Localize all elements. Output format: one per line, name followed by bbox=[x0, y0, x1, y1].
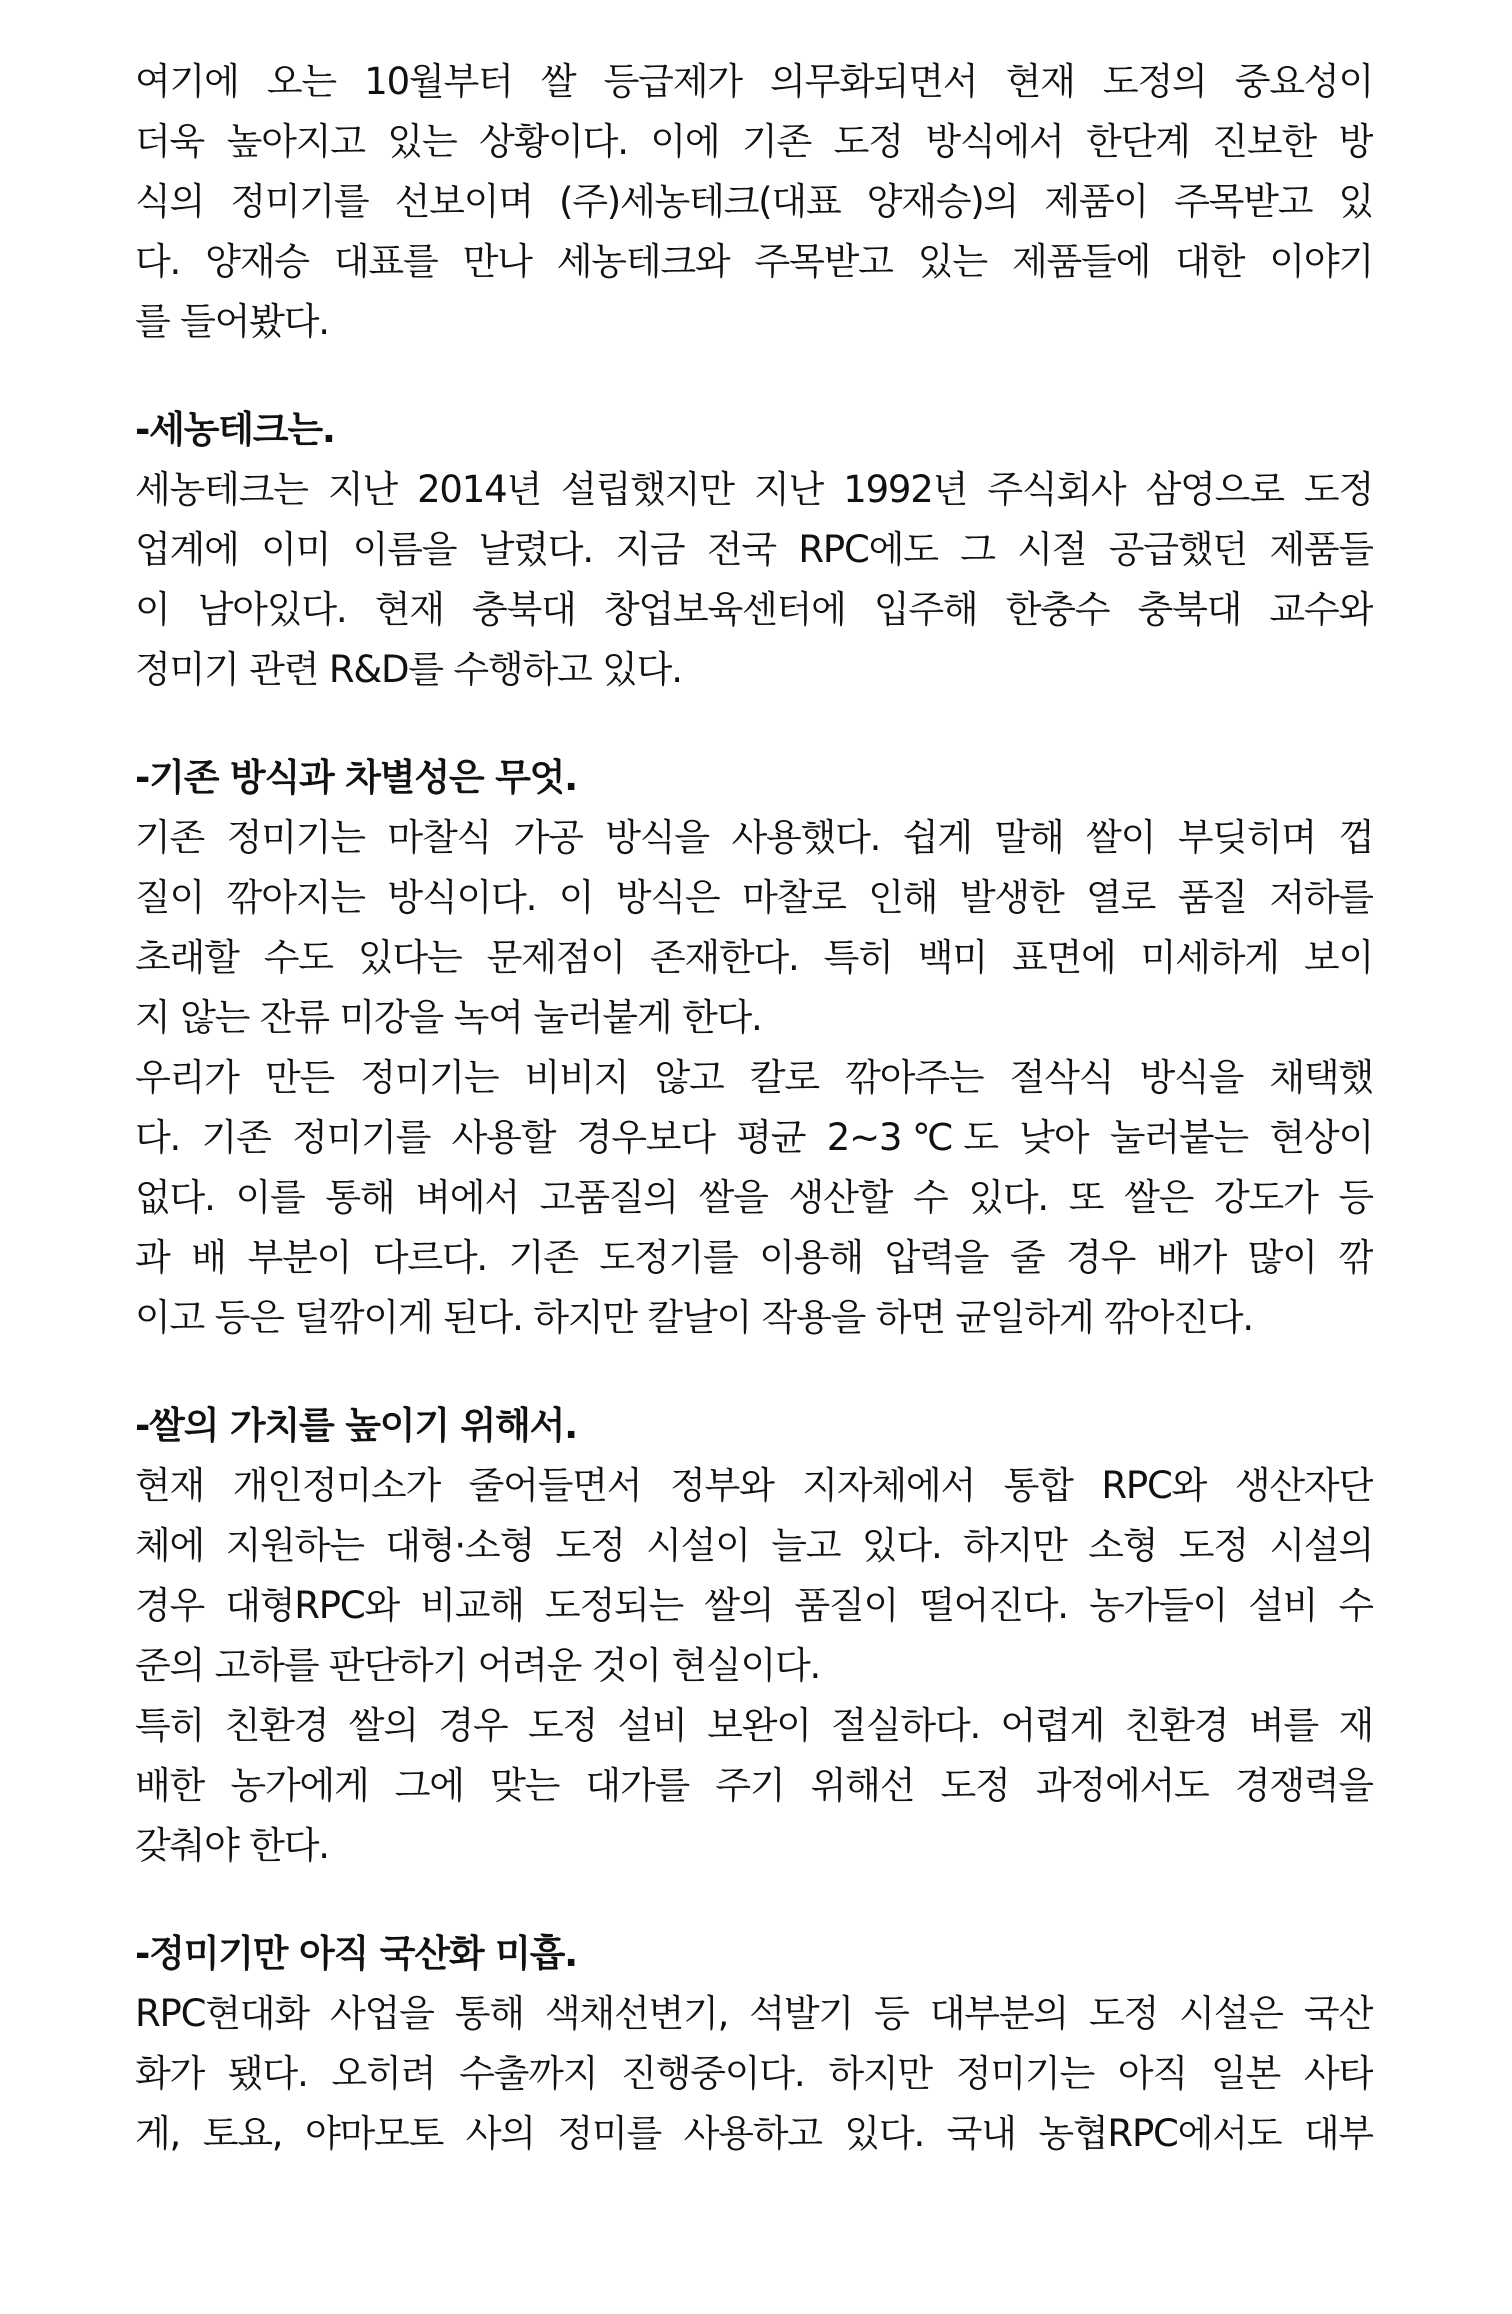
article-body bbox=[135, 52, 1373, 2164]
body-line: 세농테크는 지난 2014년 설립했지만 지난 1992년 주식회사 삼영으로 도정 bbox=[135, 468, 1373, 511]
body-line: RPC현대화 사업을 통해 색채선변기, 석발기 등 대부분의 도정 시설은 국산 bbox=[135, 1992, 1373, 2035]
section-heading: -정미기만 아직 국산화 미흡. bbox=[135, 1932, 578, 1975]
body-line: 이 남아있다. 현재 충북대 창업보육센터에 입주해 한충수 충북대 교수와 bbox=[135, 588, 1373, 631]
body-line: 경우 대형RPC와 비교해 도정되는 쌀의 품질이 떨어진다. 농가들이 설비 수 bbox=[135, 1584, 1373, 1627]
section-heading: -쌀의 가치를 높이기 위해서. bbox=[135, 1404, 578, 1447]
body-line: 여기에 오는 10월부터 쌀 등급제가 의무화되면서 현재 도정의 중요성이 bbox=[135, 60, 1373, 103]
body-line: 체에 지원하는 대형·소형 도정 시설이 늘고 있다. 하지만 소형 도정 시설의 bbox=[135, 1524, 1373, 1567]
body-line: 업계에 이미 이름을 날렸다. 지금 전국 RPC에도 그 시절 공급했던 제품들 bbox=[135, 528, 1373, 571]
body-line: 특히 친환경 쌀의 경우 도정 설비 보완이 절실하다. 어렵게 친환경 벼를 재 bbox=[135, 1704, 1373, 1747]
section-heading: -세농테크는. bbox=[135, 408, 335, 451]
body-line: 기존 정미기는 마찰식 가공 방식을 사용했다. 쉽게 말해 쌀이 부딪히며 껍 bbox=[135, 816, 1373, 859]
intro-paragraph bbox=[135, 52, 1373, 352]
body-line: 갖춰야 한다. bbox=[135, 1824, 329, 1867]
body-line: 더욱 높아지고 있는 상황이다. 이에 기존 도정 방식에서 한단계 진보한 방 bbox=[135, 120, 1373, 163]
body-line: 다. 기존 정미기를 사용할 경우보다 평균 2~3℃도 낮아 눌러붙는 현상이 bbox=[135, 1116, 1373, 1159]
body-line: 현재 개인정미소가 줄어들면서 정부와 지자체에서 통합 RPC와 생산자단 bbox=[135, 1464, 1373, 1507]
body-line: 초래할 수도 있다는 문제점이 존재한다. 특히 백미 표면에 미세하게 보이 bbox=[135, 936, 1373, 979]
section-localization bbox=[135, 1924, 1373, 2164]
body-line: 화가 됐다. 오히려 수출까지 진행중이다. 하지만 정미기는 아직 일본 사타 bbox=[135, 2052, 1373, 2095]
body-line: 질이 깎아지는 방식이다. 이 방식은 마찰로 인해 발생한 열로 품질 저하를 bbox=[135, 876, 1373, 919]
body-line: 우리가 만든 정미기는 비비지 않고 칼로 깎아주는 절삭식 방식을 채택했 bbox=[135, 1056, 1373, 1099]
paragraph-gap bbox=[135, 1876, 1373, 1924]
section-heading: -기존 방식과 차별성은 무엇. bbox=[135, 756, 578, 799]
paragraph-gap bbox=[135, 352, 1373, 400]
body-line: 식의 정미기를 선보이며 (주)세농테크(대표 양재승)의 제품이 주목받고 있 bbox=[135, 180, 1373, 223]
section-company bbox=[135, 400, 1373, 700]
body-line: 를 들어봤다. bbox=[135, 300, 329, 343]
section-difference bbox=[135, 748, 1373, 1348]
body-line: 없다. 이를 통해 벼에서 고품질의 쌀을 생산할 수 있다. 또 쌀은 강도가 등 bbox=[135, 1176, 1373, 1219]
body-line: 이고 등은 덜깎이게 된다. 하지만 칼날이 작용을 하면 균일하게 깎아진다. bbox=[135, 1296, 1253, 1339]
body-line: 다. 양재승 대표를 만나 세농테크와 주목받고 있는 제품들에 대한 이야기 bbox=[135, 240, 1373, 283]
paragraph-gap bbox=[135, 700, 1373, 748]
section-rice-value bbox=[135, 1396, 1373, 1876]
body-line: 지 않는 잔류 미강을 녹여 눌러붙게 한다. bbox=[135, 996, 762, 1039]
body-line: 준의 고하를 판단하기 어려운 것이 현실이다. bbox=[135, 1644, 821, 1687]
body-line: 과 배 부분이 다르다. 기존 도정기를 이용해 압력을 줄 경우 배가 많이 깎 bbox=[135, 1236, 1373, 1279]
body-line: 정미기 관련 R&D를 수행하고 있다. bbox=[135, 648, 682, 691]
body-line: 배한 농가에게 그에 맞는 대가를 주기 위해선 도정 과정에서도 경쟁력을 bbox=[135, 1764, 1373, 1807]
paragraph-gap bbox=[135, 1348, 1373, 1396]
body-line: 게, 토요, 야마모토 사의 정미를 사용하고 있다. 국내 농협RPC에서도 대부 bbox=[135, 2112, 1373, 2155]
